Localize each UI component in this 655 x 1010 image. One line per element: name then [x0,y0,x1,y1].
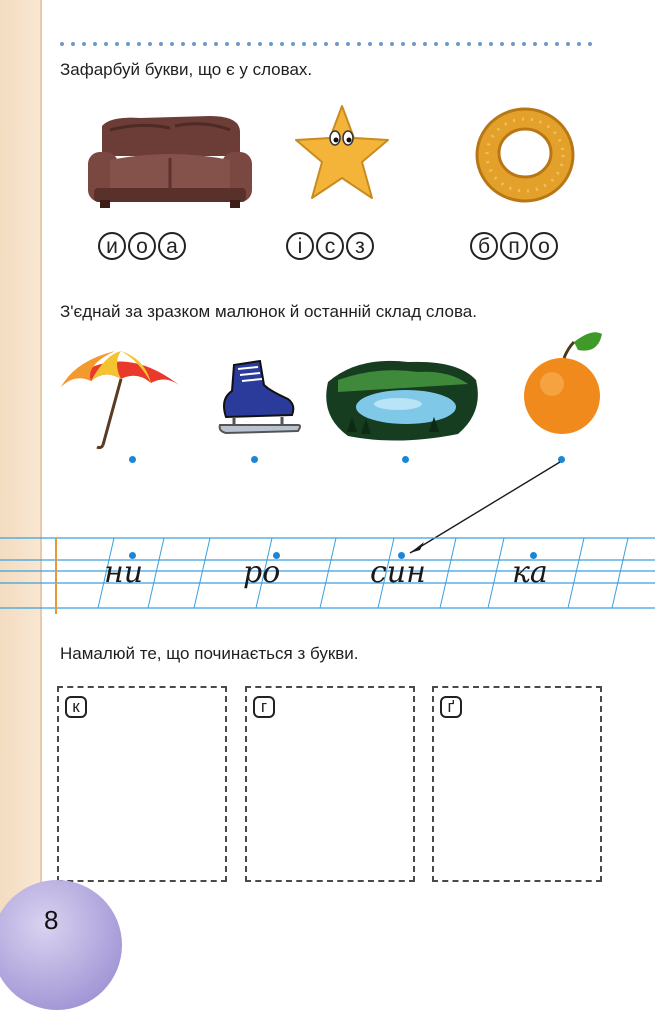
letter-circle[interactable]: а [158,232,186,260]
letter-circle[interactable]: б [470,232,498,260]
syllable-text: ка [512,555,548,590]
drawing-box[interactable] [245,686,415,882]
syllable-text: син [370,555,426,590]
box-letter-label: к [65,696,87,718]
letter-circle[interactable]: з [346,232,374,260]
box-letter-label: г [253,696,275,718]
task3-instruction: Намалюй те, що починається з букви. [60,644,359,663]
letter-circle[interactable]: п [500,232,528,260]
letter-circle[interactable]: о [530,232,558,260]
task1-instruction: Зафарбуй букви, що є у словах. [60,60,313,79]
box-letter-label: ґ [440,696,462,718]
drawing-box[interactable] [57,686,227,882]
letter-circle[interactable]: с [316,232,344,260]
letter-circle[interactable]: и [98,232,126,260]
syllable-text: ни [104,555,144,590]
drawing-box[interactable] [432,686,602,882]
letter-circle[interactable]: о [128,232,156,260]
letter-circle[interactable]: і [286,232,314,260]
page-number-badge [0,880,122,1010]
syllable-text: ро [243,555,281,590]
task2-instruction: З'єднай за зразком малюнок й останній склад слова. [60,302,477,321]
handwriting-ruling [0,528,655,618]
page-number: 8 [44,905,59,935]
